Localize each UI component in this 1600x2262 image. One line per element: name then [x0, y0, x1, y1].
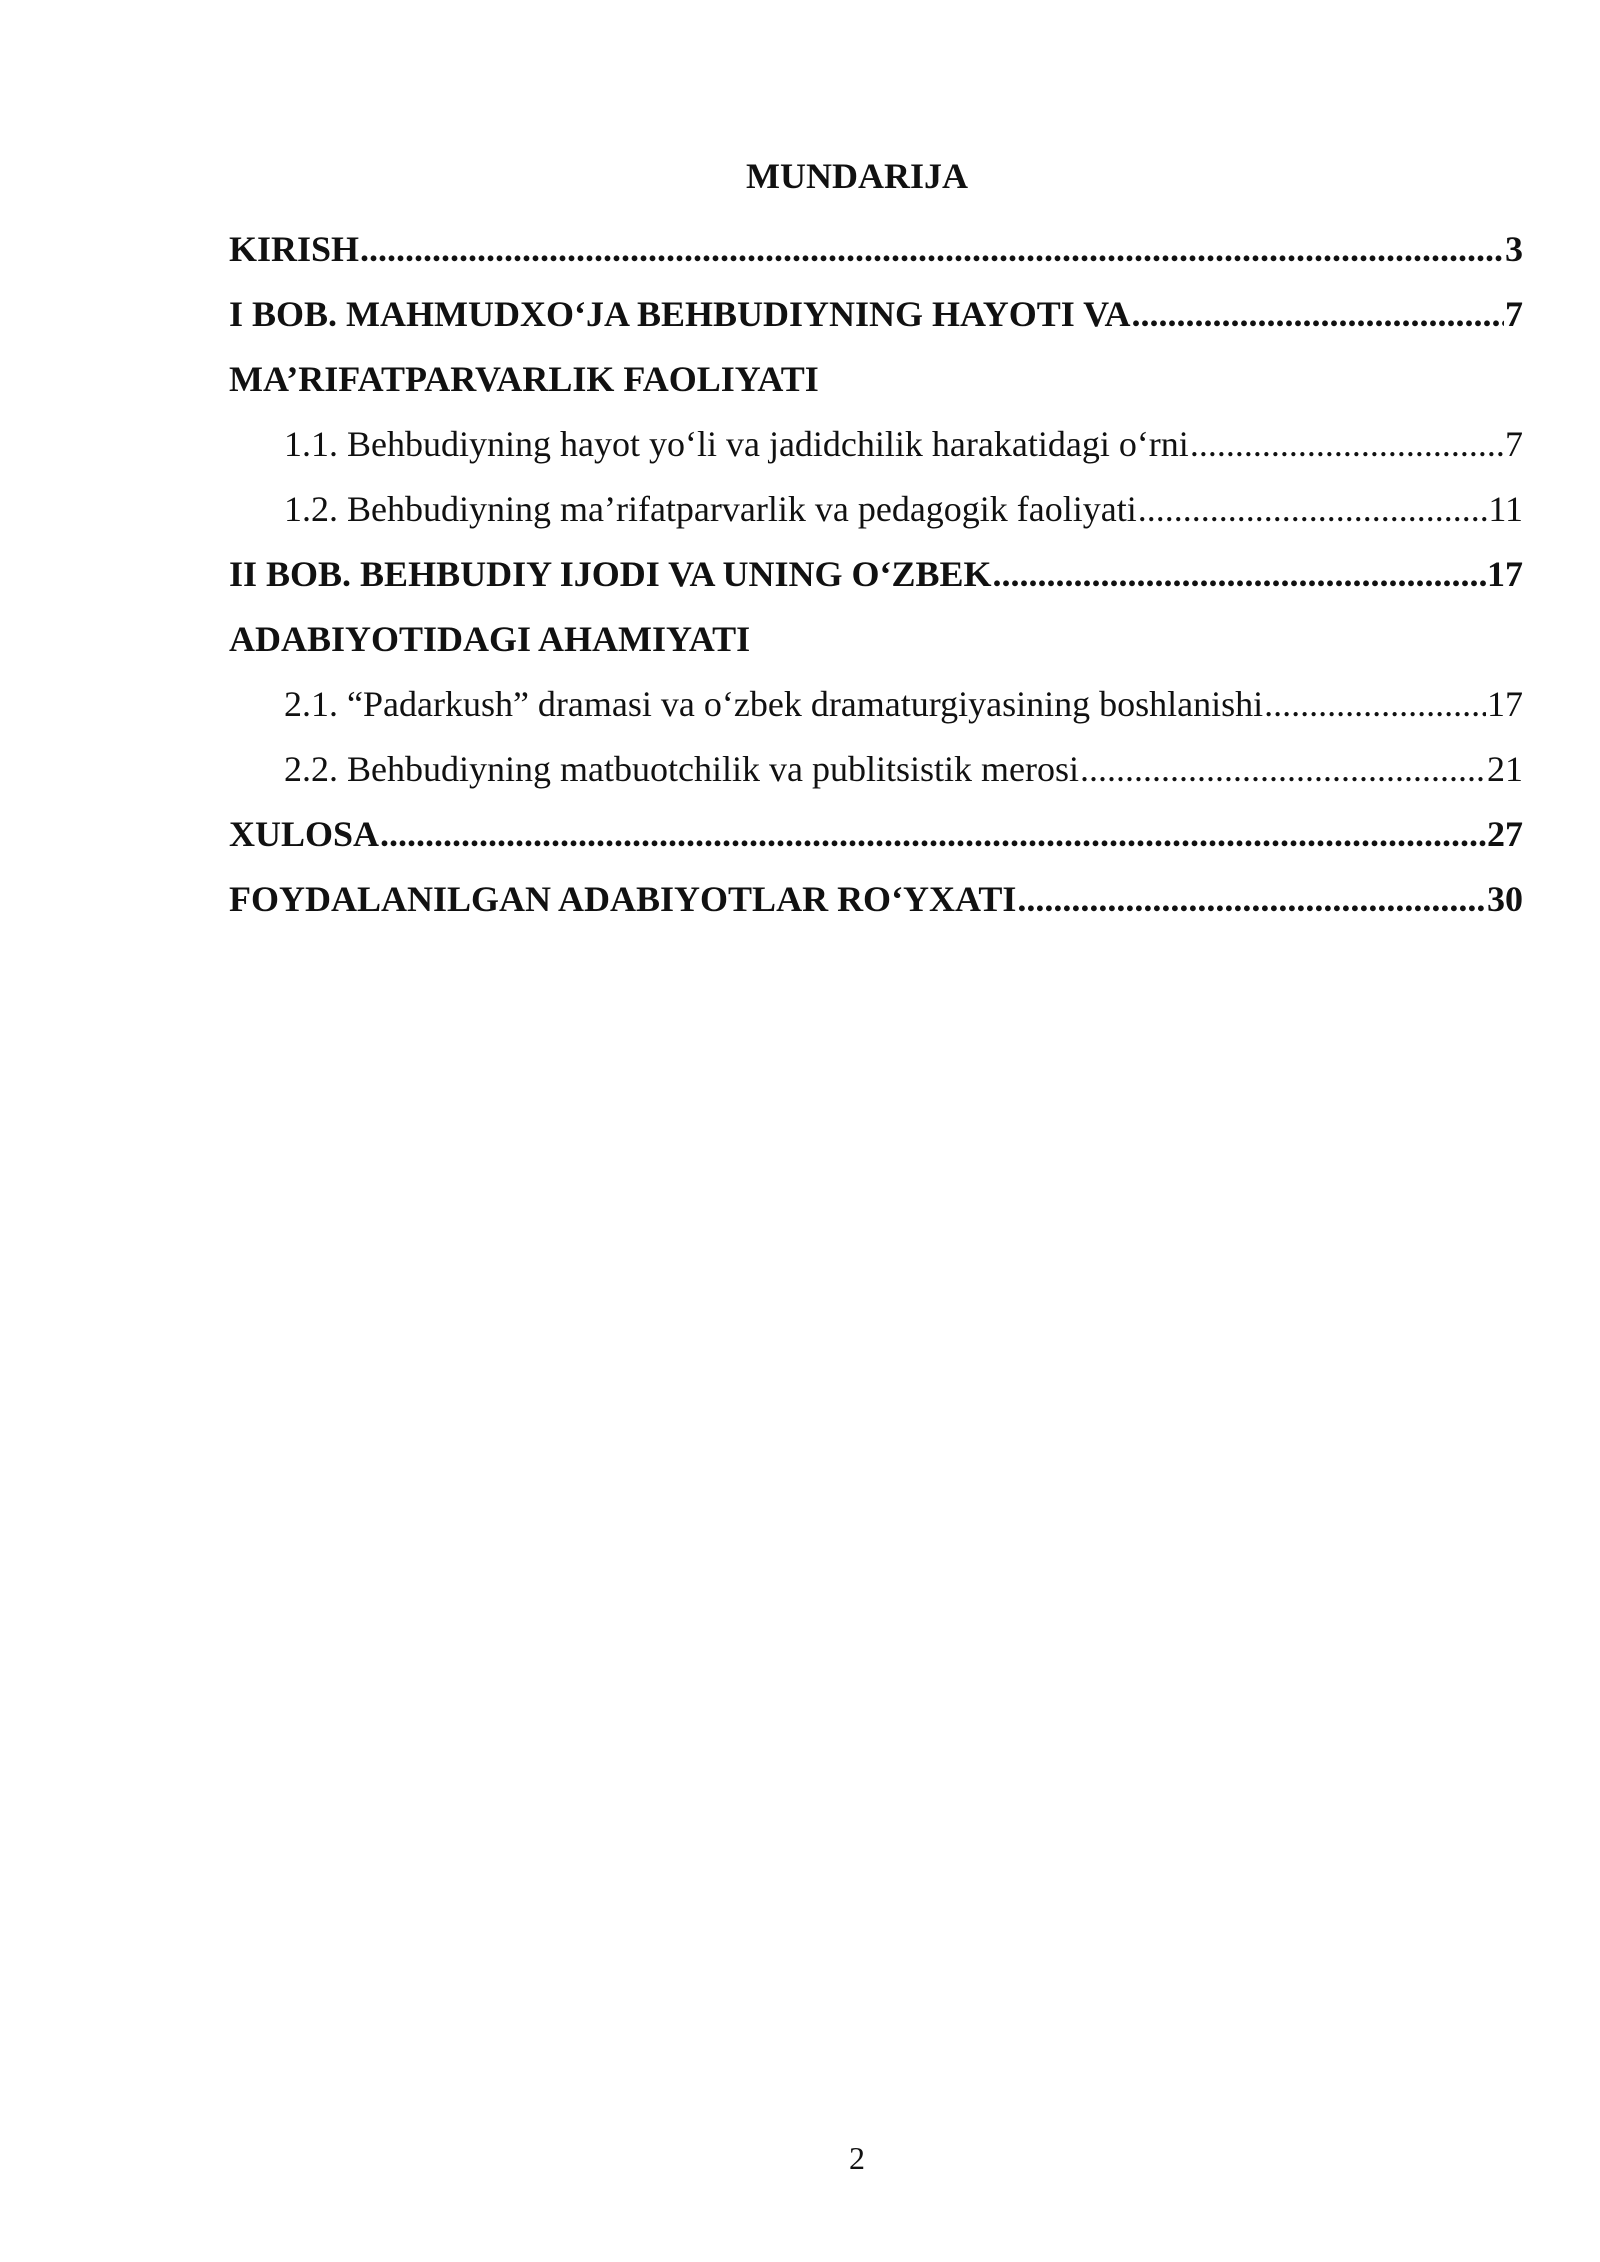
toc-leader-dots [1138, 488, 1488, 530]
toc-entry-page: 30 [1487, 878, 1523, 919]
toc-entry-bibliography[interactable] [229, 866, 1523, 931]
toc-entry-page: 7 [1505, 293, 1523, 334]
toc-entry-page: 11 [1488, 488, 1523, 529]
toc-entry-label: II BOB. BEHBUDIY IJODI VA UNING O‘ZBEK [229, 553, 992, 594]
toc-entry-kirish[interactable] [229, 216, 1523, 281]
toc-entry-page: 21 [1487, 748, 1523, 789]
toc-entry-section-2-2[interactable] [229, 736, 1523, 801]
toc-entry-label: MA’RIFATPARVARLIK FAOLIYATI [229, 358, 819, 399]
toc-entry-label: ADABIYOTIDAGI AHAMIYATI [229, 618, 751, 659]
toc-entry-page: 27 [1487, 813, 1523, 854]
toc-leader-dots [1080, 748, 1486, 790]
toc-entry-section-2-1[interactable] [229, 671, 1523, 736]
toc-entry-label: FOYDALANILGAN ADABIYOTLAR RO‘YXATI [229, 878, 1017, 919]
toc-entry-chapter-1[interactable] [229, 281, 1523, 346]
toc-leader-dots [1017, 878, 1486, 920]
toc-entry-chapter-2-continued [229, 606, 1523, 671]
toc-entry-label: 1.1. Behbudiyning hayot yo‘li va jadidchilik harakatidagi o‘rni [284, 423, 1189, 464]
toc-leader-dots [1264, 683, 1486, 725]
toc-leader-dots [1190, 423, 1504, 465]
toc-entry-page: 17 [1487, 553, 1523, 594]
toc-entry-xulosa[interactable] [229, 801, 1523, 866]
toc-title: MUNDARIJA [746, 156, 968, 196]
toc-entry-label: 2.2. Behbudiyning matbuotchilik va publitsistik merosi [284, 748, 1079, 789]
toc-leader-dots [993, 553, 1486, 595]
toc-entry-label: XULOSA [229, 813, 380, 854]
toc-entry-label: 2.1. “Padarkush” dramasi va o‘zbek dramaturgiyasining boshlanishi [284, 683, 1264, 724]
page-number: 2 [849, 2140, 865, 2176]
toc-leader-dots [360, 228, 1504, 270]
toc-entry-label: I BOB. MAHMUDXO‘JA BEHBUDIYNING HAYOTI VA [229, 293, 1131, 334]
toc-leader-dots [380, 813, 1486, 855]
toc-entry-label: KIRISH [229, 228, 360, 269]
toc-entry-page: 7 [1505, 423, 1523, 464]
toc-entry-chapter-1-continued [229, 346, 1523, 411]
table-of-contents [229, 216, 1523, 931]
toc-entry-section-1-1[interactable] [229, 411, 1523, 476]
toc-leader-dots [1131, 293, 1504, 335]
toc-entry-section-1-2[interactable] [229, 476, 1523, 541]
toc-entry-chapter-2[interactable] [229, 541, 1523, 606]
toc-entry-label: 1.2. Behbudiyning ma’rifatparvarlik va pedagogik faoliyati [284, 488, 1137, 529]
toc-entry-page: 17 [1487, 683, 1523, 724]
toc-entry-page: 3 [1505, 228, 1523, 269]
